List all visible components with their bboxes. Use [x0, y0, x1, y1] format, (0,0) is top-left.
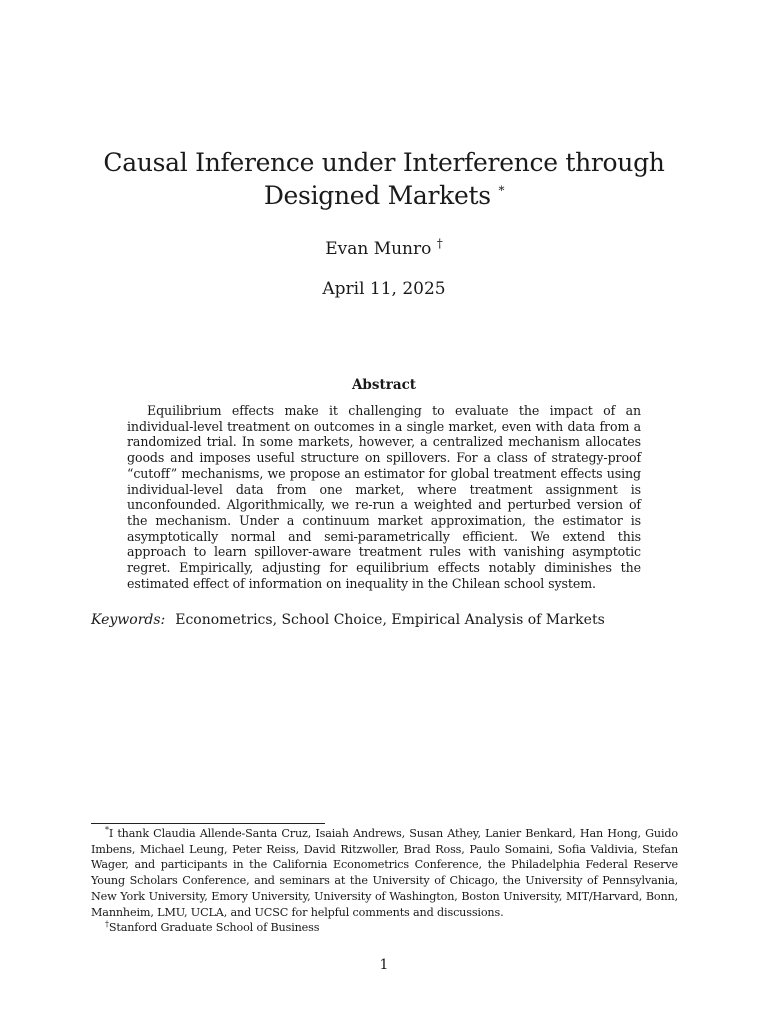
footnote-text: I thank Claudia Allende-Santa Cruz, Isaiah Andrews, Susan Athey, Lanier Benkard, Han Hong, Guido Imbens, Michael Leung, Peter Reiss, David Ritzwoller, Brad Ross, Paulo Somaini, Sofia Valdivia, Stefan Wager, and participants in the California Econometrics Conference, the Philadelphia Federal Reserve Young Scholars Conference, and seminars at the University of Chicago, the University of Pennsylvania, New York University, Emory University, University of Washington, Boston University, MIT/Harvard, Bonn, Mannheim, LMU, UCLA, and UCSC for helpful comments and discussions.	[91, 827, 678, 919]
paper-title	[60, 146, 708, 212]
author-footnote-mark: †	[436, 236, 443, 251]
author-line	[0, 238, 768, 260]
title-footnote-mark: *	[498, 183, 505, 198]
footnote-mark: †	[105, 919, 109, 929]
page-number: 1	[379, 957, 389, 973]
abstract-heading: Abstract	[351, 377, 417, 393]
footnote-acknowledgements	[91, 826, 678, 920]
abstract-body: Equilibrium effects make it challenging to evaluate the impact of an individual-level treatment on outcomes in a single market, even with data from a randomized trial. In some markets, however, a centralized mechanism allocates goods and imposes useful structure on spillovers. For a class of strategy-proof “cutoff” mechanisms, we propose an estimator for global treatment effects using individual-level data from one market, where treatment assignment is unconfounded. Algorithmically, we re-run a weighted and perturbed version of the mechanism. Under a continuum market approximation, the estimator is asymptotically normal and semi-parametrically efficient. We extend this approach to learn spillover-aware treatment rules with vanishing asymptotic regret. Empirically, adjusting for equilibrium effects notably diminishes the estimated effect of information on inequality in the Chilean school system.	[127, 403, 641, 591]
keywords-label: Keywords:	[91, 612, 166, 628]
paper-title-text: Causal Inference under Interference through Designed Markets	[103, 148, 665, 210]
keywords-line	[91, 611, 691, 629]
footnote-divider	[91, 823, 325, 824]
footnotes	[91, 826, 678, 936]
author-name: Evan Munro	[325, 239, 432, 259]
keywords-list: Econometrics, School Choice, Empirical Analysis of Markets	[175, 612, 605, 628]
footnote-text: Stanford Graduate School of Business	[108, 921, 320, 935]
footnote-affiliation	[91, 920, 678, 936]
publication-date: April 11, 2025	[322, 279, 446, 299]
footnote-mark: *	[105, 825, 109, 835]
